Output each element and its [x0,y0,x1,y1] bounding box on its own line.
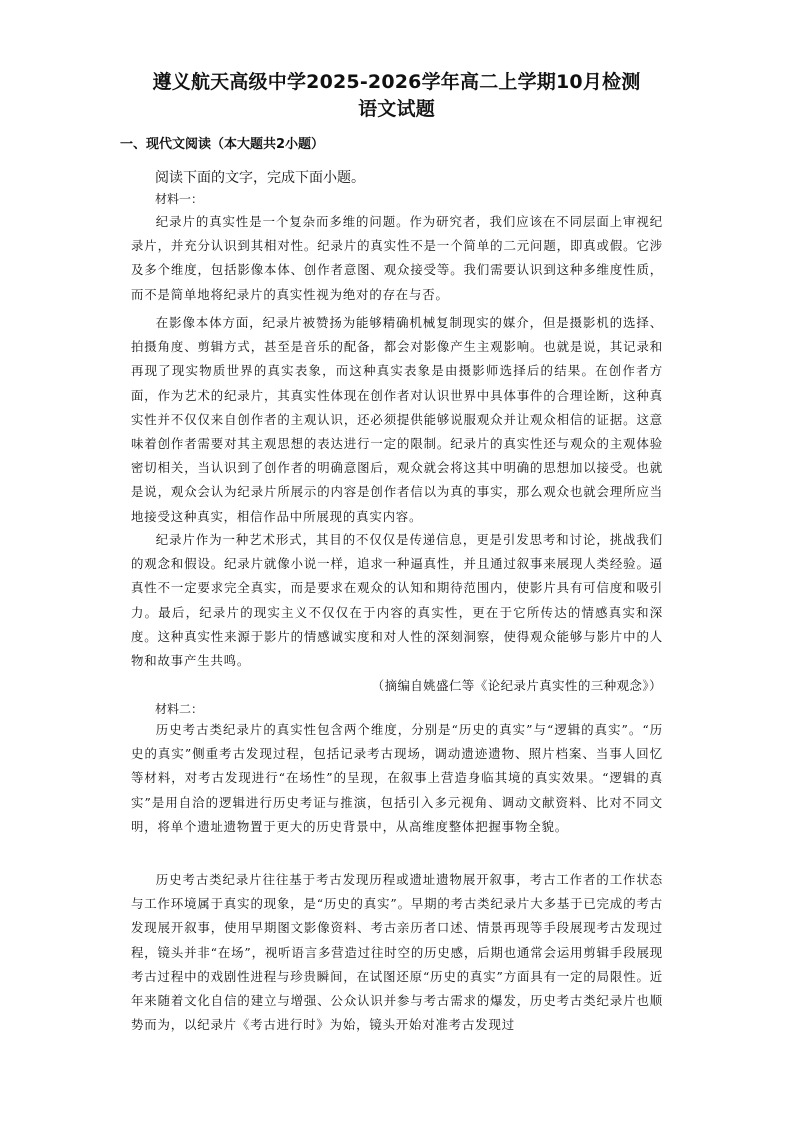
section-heading: 一、现代文阅读（本大题共2小题） [120,137,325,152]
material-two-paragraph: 历史考古类纪录片的真实性包含两个维度，分别是“历史的真实”与“逻辑的真实”。“历史的真实”侧重考古发现过程，包括记录考古现场，调动遗迹遗物、照片档案、当事人回忆等材料，对考古发现进行“在场性”的呈现，在叙事上营造身临其境的真实效果。“逻辑的真实”是用自洽的逻辑进行历史考证与推演，包括引入多元视角、调动文献资料、比对不同文明，将单个遗址遗物置于更大的历史背景中，从高维度整体把握事物全貌。 [131,722,663,834]
material-one-paragraph: 纪录片作为一种艺术形式，其目的不仅仅是传递信息，更是引发思考和讨论，挑战我们的观念和假设。纪录片就像小说一样，追求一种逼真性，并且通过叙事来展现人类经验。逼真性不一定要求完全真实，而是要求在观众的认知和期待范围内，使影片具有可信度和吸引力。最后，纪录片的现实主义不仅仅在于内容的真实性，更在于它所传达的情感真实和深度。这种真实性来源于影片的情感诚实度和对人性的深刻洞察，使得观众能够与影片中的人物和故事产生共鸣。 [131,532,663,669]
document-subtitle: 语文试题 [358,98,435,120]
material-two-paragraph: 历史考古类纪录片往往基于考古发现历程或遗址遗物展开叙事，考古工作者的工作状态与工作环境属于真实的现象，是“历史的真实”。早期的考古类纪录片大多基于已完成的考古发现展开叙事，使用早期图文影像资料、考古亲历者口述、情景再现等手段展现考古发现过程，镜头并非“在场”，视听语言多营造过往时空的历史感，后期也通常会运用剪辑手段展现考古过程中的戏剧性进程与珍贵瞬间，在试图还原“历史的真实”方面具有一定的局限性。近年来随着文化自信的建立与增强、公众认识并参与考古需求的爆发，历史考古类纪录片也顺势而为，以纪录片《考古进行时》为始，镜头开始对准考古发现过 [131,872,663,1033]
material-one-label: 材料一： [155,192,204,206]
material-one-source: （摘编自姚盛仁等《论纪录片真实性的三种观念》） [371,678,662,693]
material-one-paragraph: 纪录片的真实性是一个复杂而多维的问题。作为研究者，我们应该在不同层面上审视纪录片，并充分认识到其相对性。纪录片的真实性不是一个简单的二元问题，即真或假。它涉及多个维度，包括影像本体、创作者意图、观众接受等。我们需要认识到这种多维度性质，而不是简单地将纪录片的真实性视为绝对的存在与否。 [131,214,663,302]
reading-instruction: 阅读下面的文字，完成下面小题。 [155,170,365,186]
material-one-paragraph: 在影像本体方面，纪录片被赞扬为能够精确机械复制现实的媒介，但是摄影机的选择、拍摄角度、剪辑方式，甚至是音乐的配备，都会对影像产生主观影响。也就是说，其记录和再现了现实物质世界的真实表象，而这种真实表象是由摄影师选择后的结果。在创作者方面，作为艺术的纪录片，其真实性体现在创作者对认识世界中具体事件的合理诠断，这种真实性并不仅仅来自创作者的主观认识，还必须提供能够说服观众并让观众相信的证据。这意味着创作者需要对其主观思想的表达进行一定的限制。纪录片的真实性还与观众的主观体验密切相关，当认识到了创作者的明确意图后，观众就会将这其中明确的思想加以接受。也就是说，观众会认为纪录片所展示的内容是创作者信以为真的事实，那么观众也就会理所应当地接受这种真实，相信作品中所展现的真实内容。 [131,315,663,524]
document-title: 遵义航天高级中学2025-2026学年高二上学期10月检测 [152,71,641,93]
material-two-label: 材料二： [155,702,204,716]
